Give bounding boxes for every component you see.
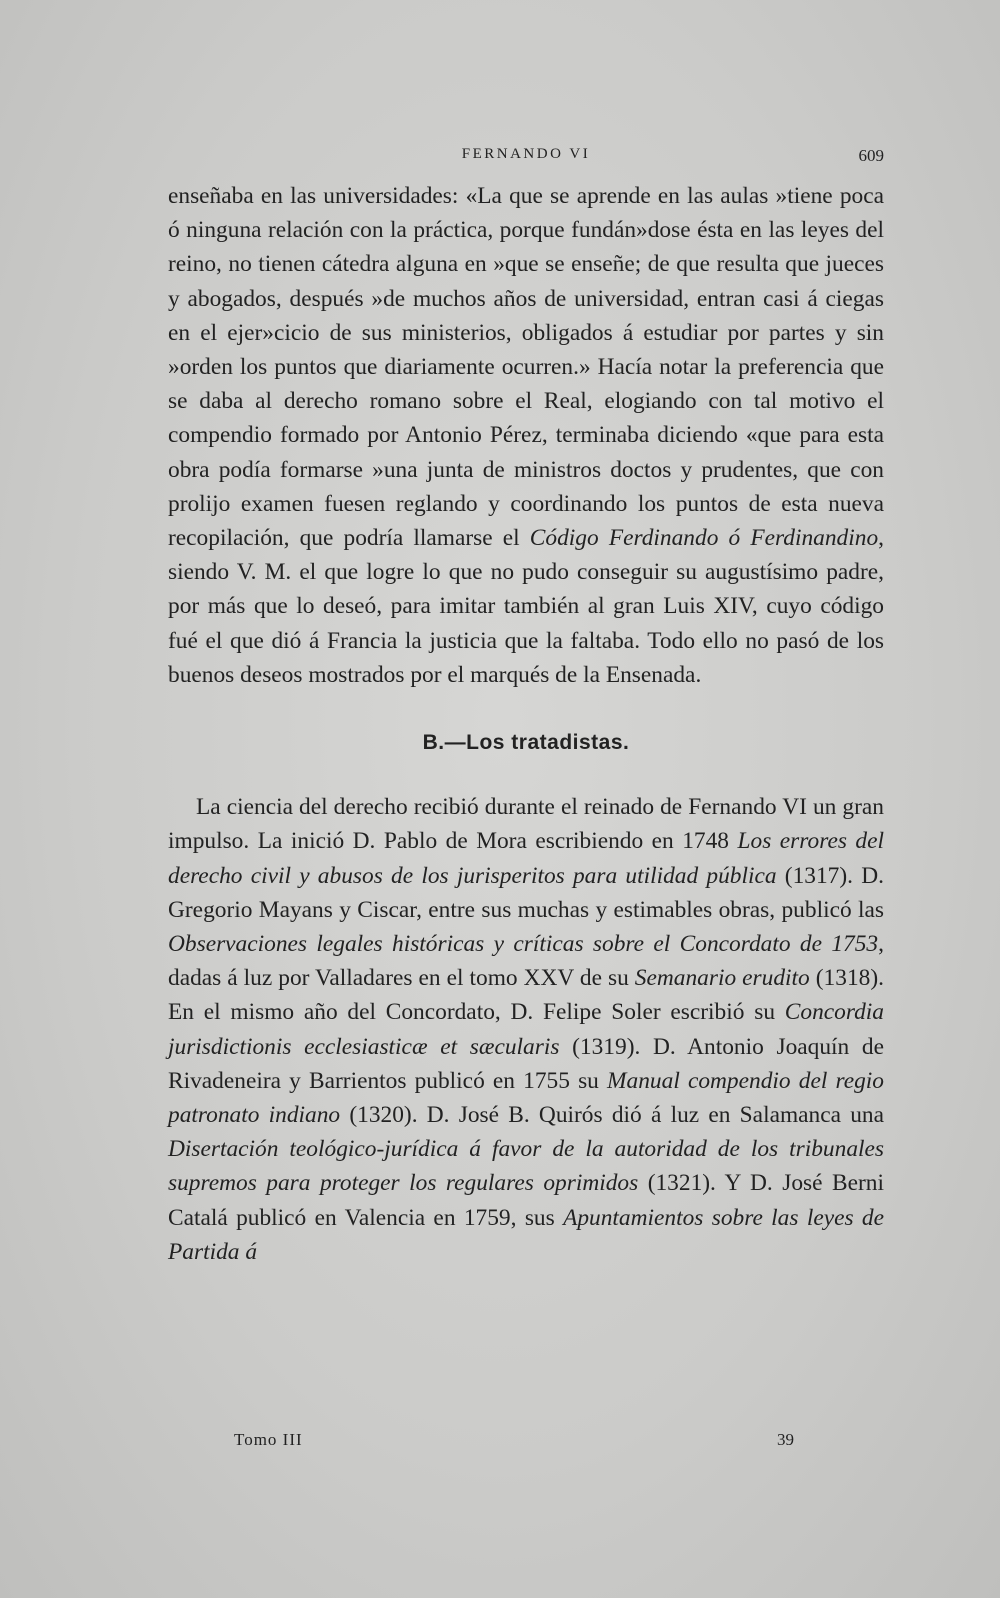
paragraph-tratadistas (168, 790, 884, 1269)
paragraph-text: (1320). D. José B. Quirós dió á luz en Salamanca una (340, 1102, 884, 1129)
paragraph-text: (1319). D. Antonio Joaquín de Rivadeneira y Barrientos publicó en 1755 su (168, 1033, 884, 1094)
italic-title: Código Ferdinando ó Ferdinandino (529, 525, 879, 552)
paragraph-text: (1318). En el mismo año del Concordato, D. Felipe Soler escribió su (168, 965, 884, 1026)
volume-label: Tomo III (234, 1430, 303, 1449)
page-footer (234, 1430, 794, 1460)
paragraph-text: enseñaba en las universidades: «La que se aprende en las aulas »tiene poca ó ninguna relación con la práctica, porque fundán»dose ésta en las leyes del reino, no tienen cátedra alguna en »que se enseñe; de que resulta que jueces y abogados, después »de muchos años de universidad, entran casi á ciegas en el ejer»cicio de sus ministerios, obligados á estudiar por partes y sin »orden los puntos que diariamente ocurren.» Hacía notar la preferencia que se daba al derecho romano sobre el Real, elogiando con tal motivo el compendio formado por Antonio Pérez, terminaba diciendo «que para esta obra podía formarse »una junta de ministros doctos y prudentes, que con prolijo examen fuesen reglando y coordinando los puntos de esta nueva recopilación, que podría llamarse el (168, 183, 884, 552)
paragraph-text: , dadas á luz por Valladares en el tomo XXV de su (168, 931, 884, 992)
italic-title: Concordia jurisdictionis ecclesiasticæ et sæcularis (168, 999, 884, 1060)
page-header (168, 136, 884, 176)
section-heading: B.—Los tratadistas. (422, 731, 630, 755)
paragraph-text: , siendo V. M. el que logre lo que no pudo conseguir su augustísimo padre, por más que lo deseó, para imitar también al gran Luis XIV, cuyo código fué el que dió á Francia la justicia que la faltaba. Todo ello no pasó de los buenos deseos mostrados por el marqués de la Ensenada. (168, 525, 884, 688)
signature-mark: 39 (777, 1430, 794, 1449)
paragraph-text: (1321). Y D. José Berni Catalá publicó en Valencia en 1759, sus (168, 1170, 884, 1231)
paragraph-text: (1317). D. Gregorio Mayans y Ciscar, entre sus muchas y estimables obras, publicó las (168, 862, 884, 923)
italic-title: Apuntamientos sobre las leyes de Partida á (168, 1204, 884, 1265)
italic-title: Disertación teológico-jurídica á favor de la autoridad de los tribunales supremos para proteger los regulares oprimidos (168, 1136, 884, 1197)
italic-title: Los errores del derecho civil y abusos de los jurisperitos para utilidad pública (168, 828, 884, 889)
paragraph-continued (168, 179, 884, 692)
body-text (168, 179, 884, 1269)
italic-title: Manual compendio del regio patronato indiano (168, 1067, 884, 1129)
italic-title: Observaciones legales históricas y críticas sobre el Concordato de 1753 (168, 931, 879, 958)
page-number: 609 (858, 146, 884, 165)
running-title: FERNANDO VI (461, 146, 591, 162)
paragraph-text: La ciencia del derecho recibió durante el reinado de Fernando VI un gran impulso. La inició D. Pablo de Mora escribiendo en 1748 (168, 794, 884, 855)
italic-title: Semanario erudito (634, 965, 810, 992)
